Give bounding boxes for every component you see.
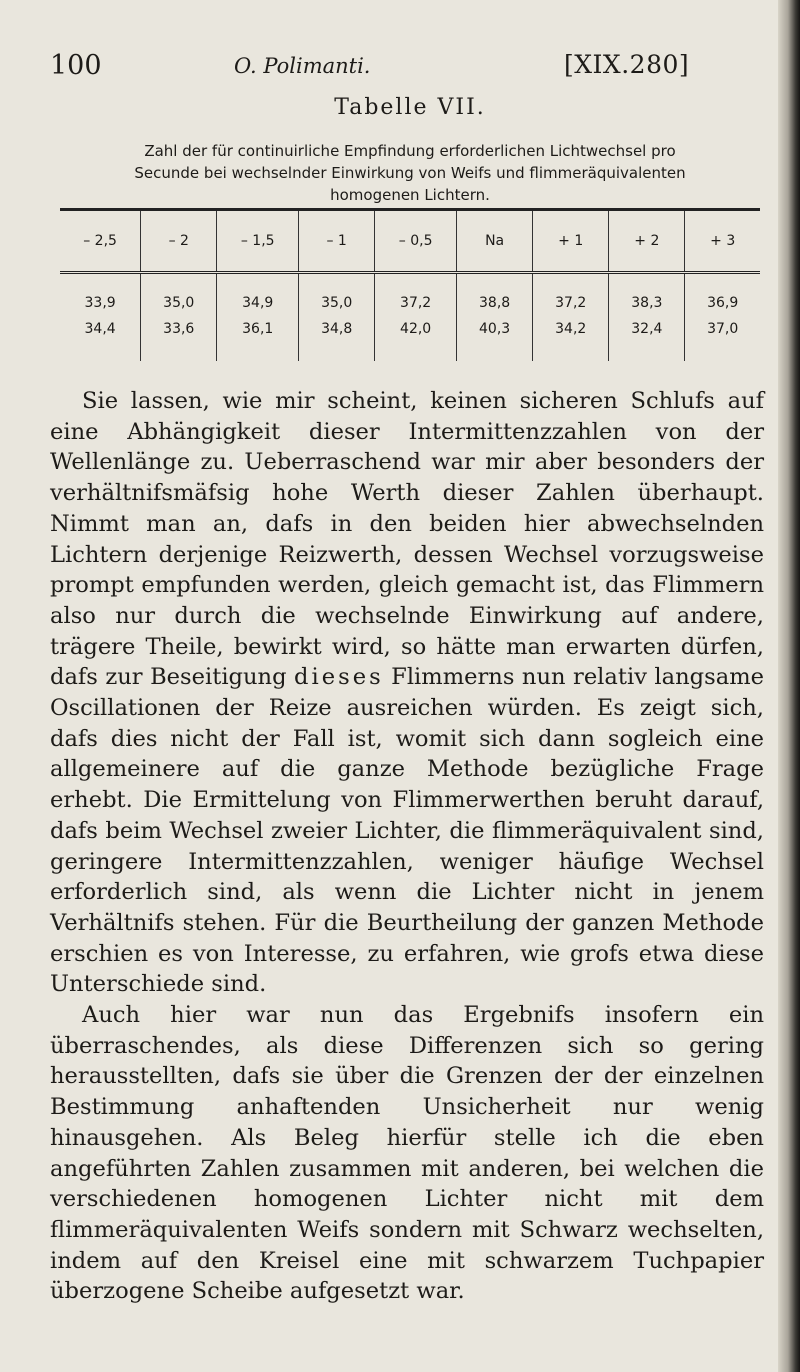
table-cell <box>685 273 760 362</box>
cell-value-white: 38,3 <box>631 295 663 311</box>
table-caption-line: Zahl der für continuirliche Empfindung erforderlichen Lichtwechsel pro <box>144 142 676 160</box>
intermittence-table <box>60 208 760 361</box>
column-header: – 0,5 <box>375 210 457 273</box>
emphasized-word: dieses <box>294 664 384 691</box>
cell-value-black: 32,4 <box>631 321 663 337</box>
table-cell <box>609 273 685 362</box>
column-header: – 2,5 <box>83 233 117 249</box>
table-cell <box>60 273 141 362</box>
page-header <box>50 48 770 88</box>
page-edge-shadow <box>778 0 800 1372</box>
table-caption-line: Secunde bei wechselnder Einwirkung von Weifs und flimmeräquivalenten <box>134 164 686 182</box>
table-header-row <box>60 210 760 273</box>
table-cell <box>533 273 609 362</box>
cell-value-white: 37,2 <box>555 295 587 311</box>
cell-value-black: 40,3 <box>479 321 511 337</box>
table-cell <box>217 273 299 362</box>
table-row <box>60 273 760 362</box>
cell-value-white: 37,2 <box>400 295 432 311</box>
cell-value-white: 35,0 <box>321 295 353 311</box>
table-title: Tabelle VII. <box>334 95 486 120</box>
column-header: – 2 <box>141 210 217 273</box>
cell-value-white: 33,9 <box>84 295 116 311</box>
paragraph: Auch hier war nun das Ergebnifs insofern ein überraschendes, als diese Differenzen sich so gering herausstellten, dafs sie über die Grenzen der der einzelnen Bestimmung anhaftenden Unsicherheit nur wenig hinausgehen. Als Beleg hierfür stelle ich die eben angeführten Zahlen zusammen mit anderen, bei welchen die verschiedenen homogenen Lichter nicht mit dem flimmeräquivalenten Weifs sondern mit Schwarz wechselten, indem auf den Kreisel eine mit schwarzem Tuchpapier überzogene Scheibe aufgesetzt war. <box>50 1002 764 1305</box>
running-title: O. Polimanti. <box>234 54 371 78</box>
table-cell <box>457 273 533 362</box>
cell-value-white: 34,9 <box>242 295 274 311</box>
paragraph-text: Flimmerns nun relativ langsame Oscillationen der Reize ausreichen würden. Es zeigt sich, dafs dies nicht der Fall ist, womit sich dann sogleich eine allgemeinere auf die ganze Methode bezügliche Frage erhebt. Die Ermittelung von Flimmerwerthen beruht darauf, dafs beim Wechsel zweier Lichter, die flimmeräquivalent sind, geringere Intermittenzzahlen, weniger häufige Wechsel erforderlich sind, als wenn die Lichter nicht in jenem Verhältnifs stehen. Für die Beurtheilung der ganzen Methode erschien es von Interesse, zu erfahren, wie grofs etwa diese Unterschiede sind. <box>50 664 764 998</box>
column-header: + 1 <box>533 210 609 273</box>
cell-value-white: 38,8 <box>479 295 511 311</box>
table-cell <box>141 273 217 362</box>
cell-value-black: 34,2 <box>555 321 587 337</box>
column-header: + 2 <box>609 210 685 273</box>
column-header: Na <box>457 210 533 273</box>
cell-value-black: 34,4 <box>84 321 116 337</box>
cell-value-white: 36,9 <box>707 295 739 311</box>
table-cell <box>375 273 457 362</box>
paragraph <box>50 386 764 1000</box>
column-header: – 1,5 <box>217 210 299 273</box>
cell-value-black: 36,1 <box>242 321 274 337</box>
cell-value-black: 42,0 <box>400 321 432 337</box>
table-cell <box>299 273 375 362</box>
cell-value-black: 37,0 <box>707 321 739 337</box>
section-reference: [XIX.280] <box>564 50 690 79</box>
page-number: 100 <box>50 50 102 81</box>
table-caption-line: homogenen Lichtern. <box>330 186 490 204</box>
cell-value-black: 33,6 <box>163 321 195 337</box>
cell-value-white: 35,0 <box>163 295 195 311</box>
cell-value-black: 34,8 <box>321 321 353 337</box>
column-header: – 1 <box>299 210 375 273</box>
body-text <box>50 386 764 1307</box>
column-header: + 3 <box>685 210 760 273</box>
paragraph-text: Sie lassen, wie mir scheint, keinen sicheren Schlufs auf eine Abhängigkeit dieser Intermittenzzahlen von der Wellenlänge zu. Ueberraschend war mir aber besonders der verhältnifsmäfsig hohe Werth dieser Zahlen überhaupt. Nimmt man an, dafs in den beiden hier abwechselnden Lichtern derjenige Reizwerth, dessen Wechsel vorzugsweise prompt empfunden werden, gleich gemacht ist, das Flimmern also nur durch die wechselnde Einwirkung auf andere, trägere Theile, bewirkt wird, so hätte man erwarten dürfen, dafs zur Beseitigung <box>50 388 764 691</box>
table-caption <box>50 140 770 206</box>
